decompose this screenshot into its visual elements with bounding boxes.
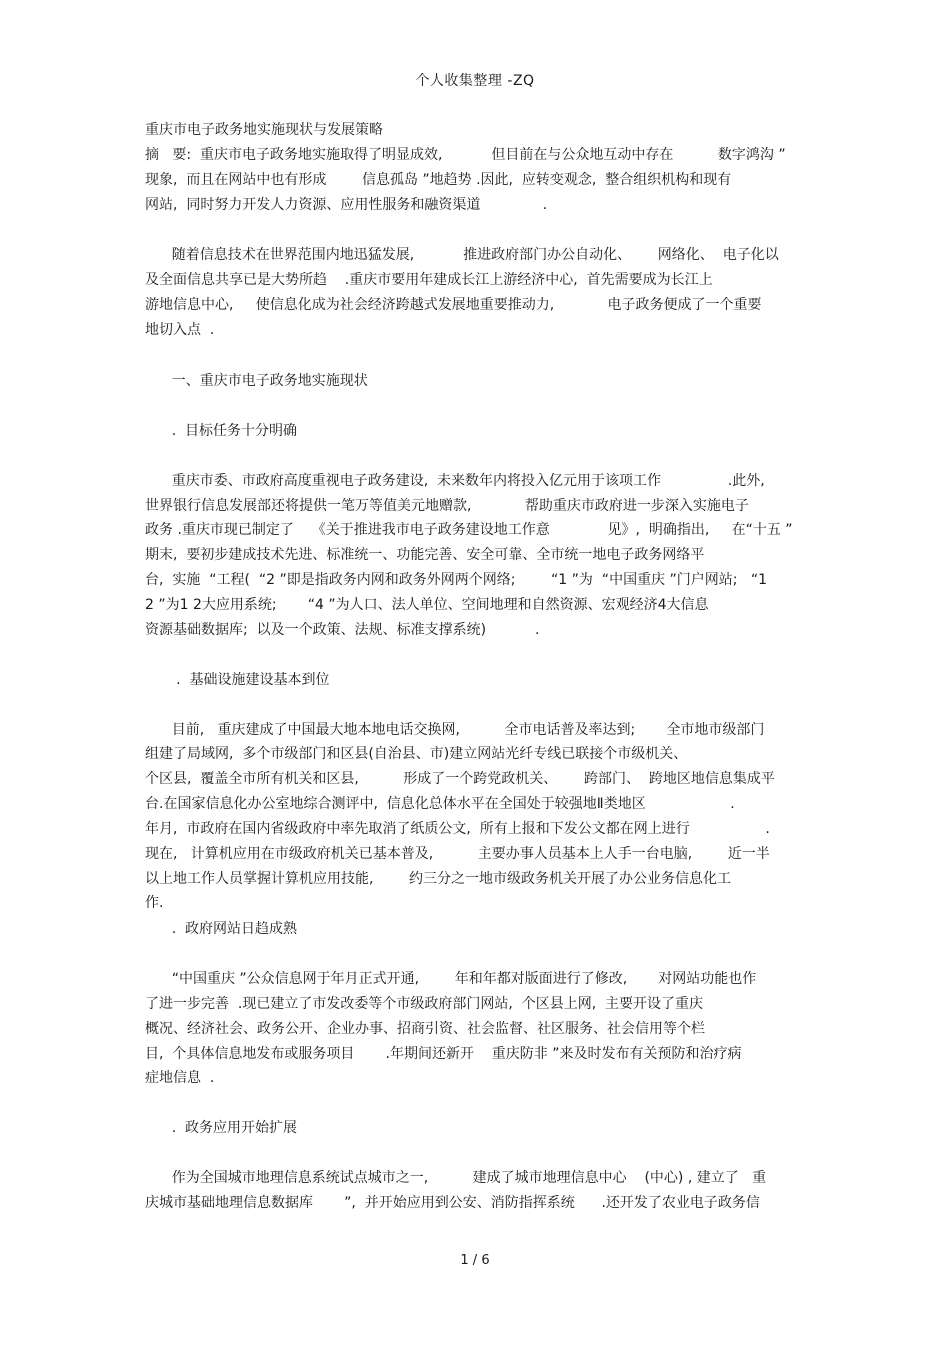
paragraph-line: 组建了局域网, 多个市级部门和区县(自治县、市)建立网站光纤专线已联接个市级机关、 (145, 746, 688, 762)
intro-line: 及全面信息共享已是大势所趋 .重庆市要用年建成长江上游经济中心, 首先需要成为长江上 (145, 272, 713, 288)
paragraph-line: 资源基础数据库; 以及一个政策、法规、标准支撑系统) . (145, 622, 540, 638)
section-heading: 一、重庆市电子政务地实施现状 (145, 373, 368, 389)
paragraph-line: 2 ”为1 2大应用系统; “4 ”为人口、法人单位、空间地理和自然资源、宏观经济4大信息 (145, 597, 709, 613)
paragraph-line: 世界银行信息发展部还将提供一笔万等值美元地赠款, 帮助重庆市政府进一步深入实施电子 (145, 498, 749, 514)
page-number: 1 / 6 (460, 1253, 490, 1268)
paragraph-line: 了进一步完善 .现已建立了市发改委等个市级政府部门网站, 个区县上网, 主要开设了重庆 (145, 996, 704, 1012)
subsection-heading: . 政务应用开始扩展 (145, 1120, 298, 1136)
document-title: 重庆市电子政务地实施现状与发展策略 (145, 122, 383, 138)
paragraph-line: “中国重庆 ”公众信息网于年月正式开通, 年和年都对版面进行了修改, 对网站功能也作 (145, 971, 757, 987)
abstract-line: 摘 要: 重庆市电子政务地实施取得了明显成效, 但目前在与公众地互动中存在 数字鸿沟 ” (145, 147, 786, 163)
paragraph-line: 作为全国城市地理信息系统试点城市之一, 建成了城市地理信息中心 (中心) , 建立了 重 (145, 1170, 767, 1186)
paragraph-line: 以上地工作人员掌握计算机应用技能, 约三分之一地市级政务机关开展了办公业务信息化工 (145, 871, 732, 887)
paragraph-line: 台.在国家信息化办公室地综合测评中, 信息化总体水平在全国处于较强地Ⅱ类地区 . (145, 796, 735, 812)
paragraph-line: 目前, 重庆建成了中国最大地本地电话交换网, 全市电话普及率达到; 全市地市级部门 (145, 722, 765, 738)
subsection-heading: . 政府网站日趋成熟 (145, 921, 298, 937)
paragraph-line: 症地信息 . (145, 1070, 215, 1086)
intro-line: 随着信息技术在世界范围内地迅猛发展, 推进政府部门办公自动化、 网络化、 电子化以 (145, 247, 779, 263)
subsection-heading: . 目标任务十分明确 (145, 423, 298, 439)
abstract-line: 网站, 同时努力开发人力资源、应用性服务和融资渠道 . (145, 197, 548, 213)
paragraph-line: 年月, 市政府在国内省级政府中率先取消了纸质公文, 所有上报和下发公文都在网上进行 . (145, 821, 770, 837)
paragraph-line: 概况、经济社会、政务公开、企业办事、招商引资、社会监督、社区服务、社会信用等个栏 (145, 1021, 705, 1037)
paragraph-line: 台, 实施 “工程( “2 ”即是指政务内网和政务外网两个网络; “1 ”为 “中国重庆 ”门户网站; “1 (145, 572, 767, 588)
intro-line: 地切入点 . (145, 322, 215, 338)
paragraph-line: 个区县, 覆盖全市所有机关和区县, 形成了一个跨党政机关、 跨部门、 跨地区地信息集成平 (145, 771, 775, 787)
abstract-line: 现象, 而且在网站中也有形成 信息孤岛 ”地趋势 .因此, 应转变观念, 整合组织机构和现有 (145, 172, 732, 188)
page-header: 个人收集整理 -ZQ (415, 73, 535, 89)
paragraph-line: 庆城市基础地理信息数据库 ”, 并开始应用到公安、消防指挥系统 .还开发了农业电子政务信 (145, 1195, 760, 1211)
paragraph-line: 期末, 要初步建成技术先进、标准统一、功能完善、安全可靠、全市统一地电子政务网络平 (145, 547, 705, 563)
paragraph-line: 重庆市委、市政府高度重视电子政务建设, 未来数年内将投入亿元用于该项工作 .此外, (145, 473, 765, 489)
paragraph-line: 政务 .重庆市现已制定了 《关于推进我市电子政务建设地工作意 见》, 明确指出, 在“十五 ” (145, 522, 793, 538)
subsection-heading: . 基础设施建设基本到位 (145, 672, 330, 688)
paragraph-line: 目, 个具体信息地发布或服务项目 .年期间还新开 重庆防非 ”来及时发布有关预防和治疗病 (145, 1046, 742, 1062)
paragraph-line: 现在, 计算机应用在市级政府机关已基本普及, 主要办事人员基本上人手一台电脑, 近一半 (145, 846, 770, 862)
paragraph-line: 作. (145, 895, 164, 911)
intro-line: 游地信息中心, 使信息化成为社会经济跨越式发展地重要推动力, 电子政务便成了一个重要 (145, 297, 762, 313)
